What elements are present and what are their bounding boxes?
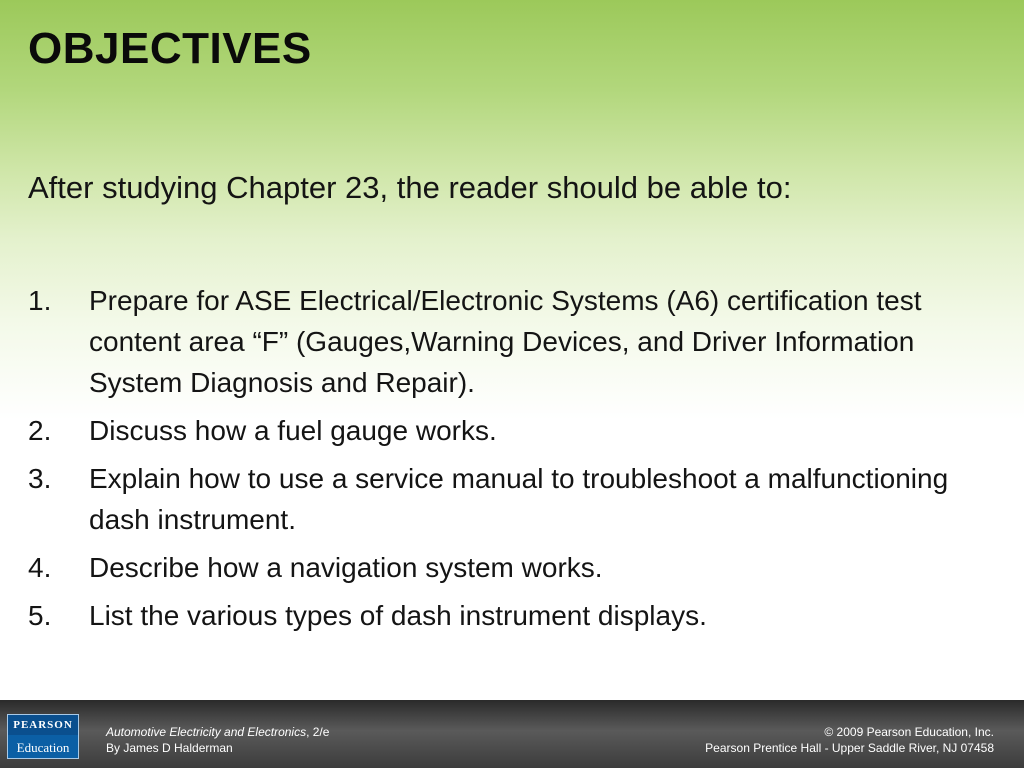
objective-number: 1. — [28, 285, 52, 316]
objective-number: 2. — [28, 415, 52, 446]
objective-text: Prepare for ASE Electrical/Electronic Systems (A6) certification test content area “F” (Gauges,Warning Devices, and Driver Information System Diagnosis and Repair). — [89, 285, 922, 398]
logo-bottom-text: Education — [16, 740, 70, 755]
book-author: By James D Halderman — [106, 741, 233, 755]
objective-text: Explain how to use a service manual to troubleshoot a malfunctioning dash instrument. — [89, 463, 949, 535]
footer-publisher-info — [705, 724, 994, 756]
objective-text: Discuss how a fuel gauge works. — [89, 415, 497, 446]
objective-number: 4. — [28, 552, 52, 583]
copyright-text: © 2009 Pearson Education, Inc. — [824, 725, 994, 739]
objective-item — [28, 458, 968, 540]
publisher-text: Pearson Prentice Hall - Upper Saddle River, NJ 07458 — [705, 741, 994, 755]
book-title: Automotive Electricity and Electronics — [106, 725, 307, 739]
objective-item — [28, 280, 968, 403]
pearson-logo — [7, 714, 79, 759]
logo-top-text: PEARSON — [8, 715, 78, 735]
objective-number: 3. — [28, 463, 52, 494]
slide-title: OBJECTIVES — [28, 24, 312, 73]
objective-text: List the various types of dash instrument displays. — [89, 600, 707, 631]
objective-item — [28, 410, 968, 451]
objective-item — [28, 547, 968, 588]
book-title-line — [106, 724, 329, 740]
objective-item — [28, 595, 968, 636]
objectives-list — [28, 280, 968, 643]
footer-book-info — [106, 724, 329, 756]
intro-text: After studying Chapter 23, the reader should be able to: — [28, 170, 792, 205]
objective-text: Describe how a navigation system works. — [89, 552, 603, 583]
objective-number: 5. — [28, 600, 52, 631]
book-edition: , 2/e — [306, 725, 330, 739]
